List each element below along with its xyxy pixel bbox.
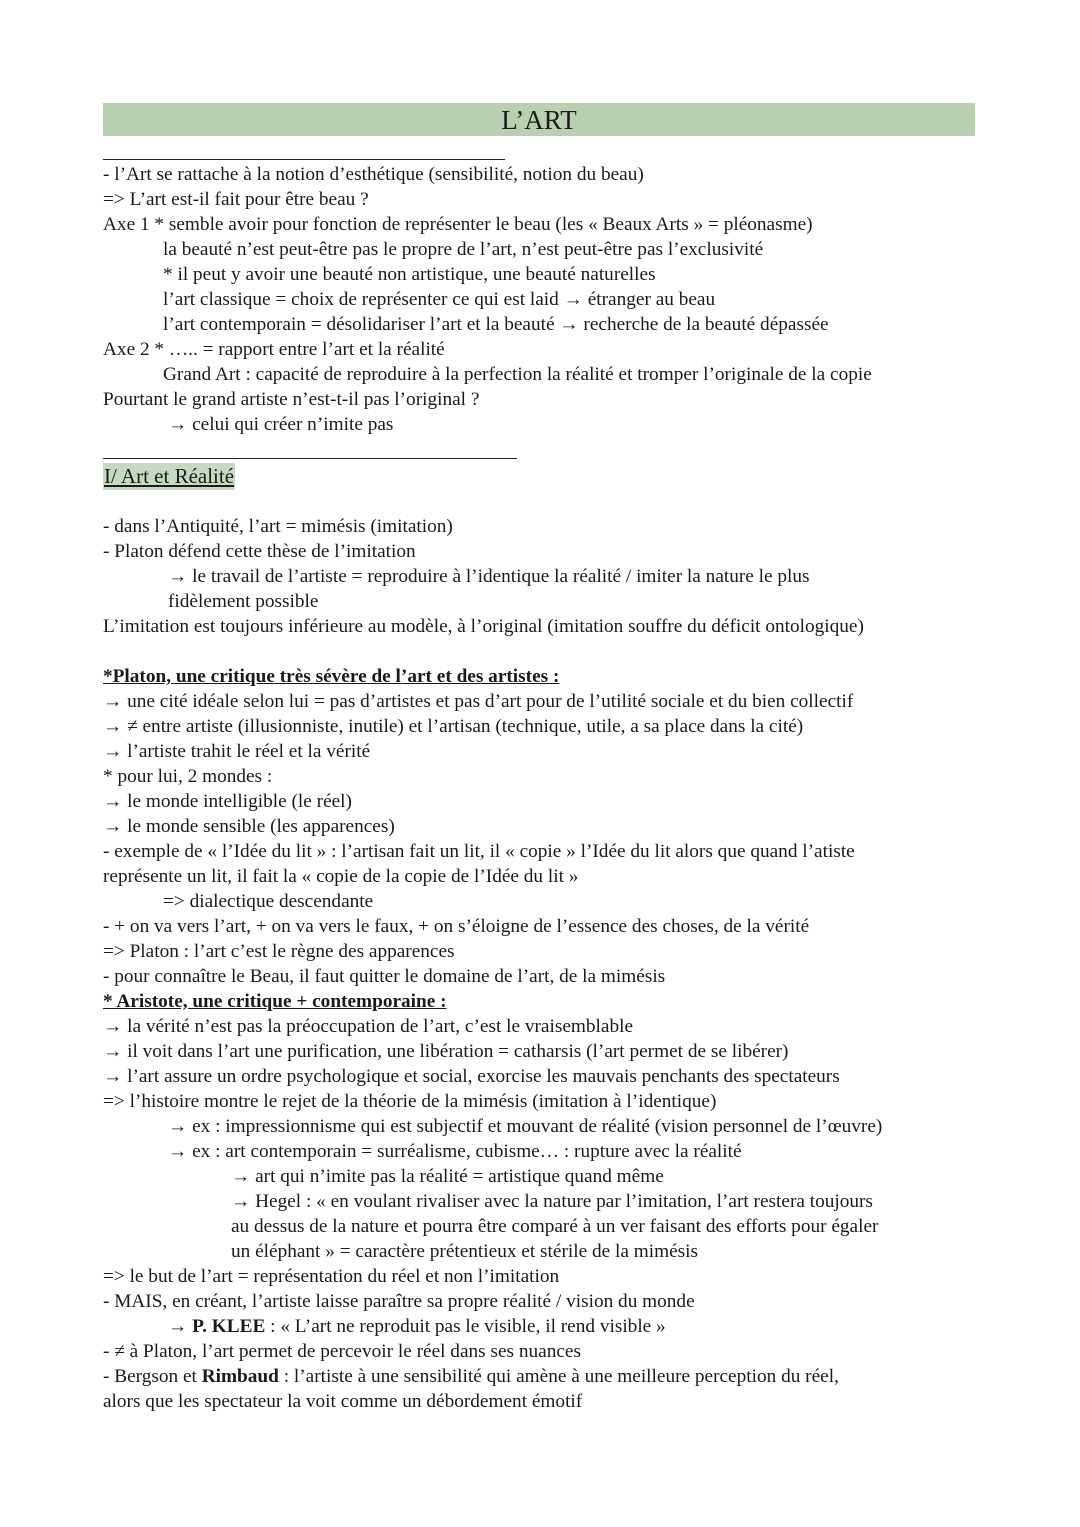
rimbaud-name: Rimbaud xyxy=(201,1366,279,1387)
intro-line: => L’art est-il fait pour être beau ? xyxy=(103,189,369,210)
intro-line: Pourtant le grand artiste n’est-t-il pas l’original ? xyxy=(103,389,480,410)
platon-heading: *Platon, une critique très sévère de l’art et des artistes : xyxy=(103,666,560,687)
aristote-line: => l’histoire montre le rejet de la théorie de la mimésis (imitation à l’identique) xyxy=(103,1091,717,1112)
platon-line: → l’artiste trahit le réel et la vérité xyxy=(103,741,371,762)
arrow-icon: → xyxy=(168,1316,188,1337)
klee-quote-line xyxy=(168,1314,666,1339)
aristote-line: au dessus de la nature et pourra être comparé à un ver faisant des efforts pour égaler xyxy=(231,1216,879,1237)
aristote-heading: * Aristote, une critique + contemporaine : xyxy=(103,991,447,1012)
intro-line: → celui qui créer n’imite pas xyxy=(168,414,394,435)
platon-line: - pour connaître le Beau, il faut quitter le domaine de l’art, de la mimésis xyxy=(103,966,666,987)
platon-line: représente un lit, il fait la « copie de la copie de l’Idée du lit » xyxy=(103,866,579,887)
platon-line: - exemple de « l’Idée du lit » : l’artisan fait un lit, il « copie » l’Idée du lit alors que quand l’atiste xyxy=(103,841,855,862)
platon-line: * pour lui, 2 mondes : xyxy=(103,766,273,787)
aristote-line: → ex : impressionnisme qui est subjectif et mouvant de réalité (vision personnel de l’œuvre) xyxy=(168,1116,883,1137)
aristote-line: → la vérité n’est pas la préoccupation de l’art, c’est le vraisemblable xyxy=(103,1016,634,1037)
section-line: - dans l’Antiquité, l’art = mimésis (imitation) xyxy=(103,516,453,537)
intro-line: * il peut y avoir une beauté non artistique, une beauté naturelles xyxy=(163,264,656,285)
aristote-line: → ex : art contemporain = surréalisme, cubisme… : rupture avec la réalité xyxy=(168,1141,742,1162)
aristote-line: → il voit dans l’art une purification, une libération = catharsis (l’art permet de se libérer) xyxy=(103,1041,789,1062)
platon-line: - + on va vers l’art, + on va vers le faux, + on s’éloigne de l’essence des choses, de la vérité xyxy=(103,916,810,937)
aristote-line: → Hegel : « en voulant rivaliser avec la nature par l’imitation, l’art restera toujours xyxy=(231,1191,873,1212)
aristote-line: un éléphant » = caractère prétentieux et stérile de la mimésis xyxy=(231,1241,698,1262)
platon-line: → le monde sensible (les apparences) xyxy=(103,816,395,837)
klee-quote: : « L’art ne reproduit pas le visible, il rend visible » xyxy=(265,1316,666,1337)
aristote-line: - MAIS, en créant, l’artiste laisse paraître sa propre réalité / vision du monde xyxy=(103,1291,695,1312)
page-title: L’ART xyxy=(103,103,975,136)
platon-line: → une cité idéale selon lui = pas d’artistes et pas d’art pour de l’utilité sociale et du bien collectif xyxy=(103,691,854,712)
klee-name: P. KLEE xyxy=(192,1316,266,1337)
intro-line: - l’Art se rattache à la notion d’esthétique (sensibilité, notion du beau) xyxy=(103,164,644,185)
platon-line: => Platon : l’art c’est le règne des apparences xyxy=(103,941,455,962)
intro-top-rule xyxy=(103,159,505,160)
bergson-line xyxy=(103,1364,839,1389)
intro-line: Axe 1 * semble avoir pour fonction de représenter le beau (les « Beaux Arts » = pléonasme) xyxy=(103,214,813,235)
section-line: L’imitation est toujours inférieure au modèle, à l’original (imitation souffre du déficit ontologique) xyxy=(103,616,864,637)
section-line: fidèlement possible xyxy=(168,591,319,612)
aristote-last-line: alors que les spectateur la voit comme un débordement émotif xyxy=(103,1391,583,1412)
intro-line: l’art classique = choix de représenter ce qui est laid → étranger au beau xyxy=(163,289,716,310)
intro-line: la beauté n’est peut-être pas le propre de l’art, n’est peut-être pas l’exclusivité xyxy=(163,239,764,260)
bergson-text: : l’artiste à une sensibilité qui amène à une meilleure perception du réel, xyxy=(278,1366,839,1387)
section-line: - Platon défend cette thèse de l’imitation xyxy=(103,541,416,562)
intro-line: l’art contemporain = désolidariser l’art et la beauté → recherche de la beauté dépassée xyxy=(163,314,829,335)
aristote-line: - ≠ à Platon, l’art permet de percevoir le réel dans ses nuances xyxy=(103,1341,581,1362)
platon-line: → ≠ entre artiste (illusionniste, inutile) et l’artisan (technique, utile, a sa place dans la cité) xyxy=(103,716,804,737)
platon-line: => dialectique descendante xyxy=(163,891,374,912)
platon-line: → le monde intelligible (le réel) xyxy=(103,791,352,812)
section-line: → le travail de l’artiste = reproduire à l’identique la réalité / imiter la nature le plus xyxy=(168,566,810,587)
section-heading: I/ Art et Réalité xyxy=(104,464,235,488)
intro-line: Grand Art : capacité de reproduire à la perfection la réalité et tromper l’originale de la copie xyxy=(163,364,872,385)
intro-bottom-rule xyxy=(103,458,517,459)
intro-line: Axe 2 * ….. = rapport entre l’art et la réalité xyxy=(103,339,445,360)
bergson-prefix: - Bergson et xyxy=(103,1366,202,1387)
aristote-line: → l’art assure un ordre psychologique et social, exorcise les mauvais penchants des spectateurs xyxy=(103,1066,840,1087)
aristote-line: → art qui n’imite pas la réalité = artistique quand même xyxy=(231,1166,664,1187)
aristote-line: => le but de l’art = représentation du réel et non l’imitation xyxy=(103,1266,560,1287)
